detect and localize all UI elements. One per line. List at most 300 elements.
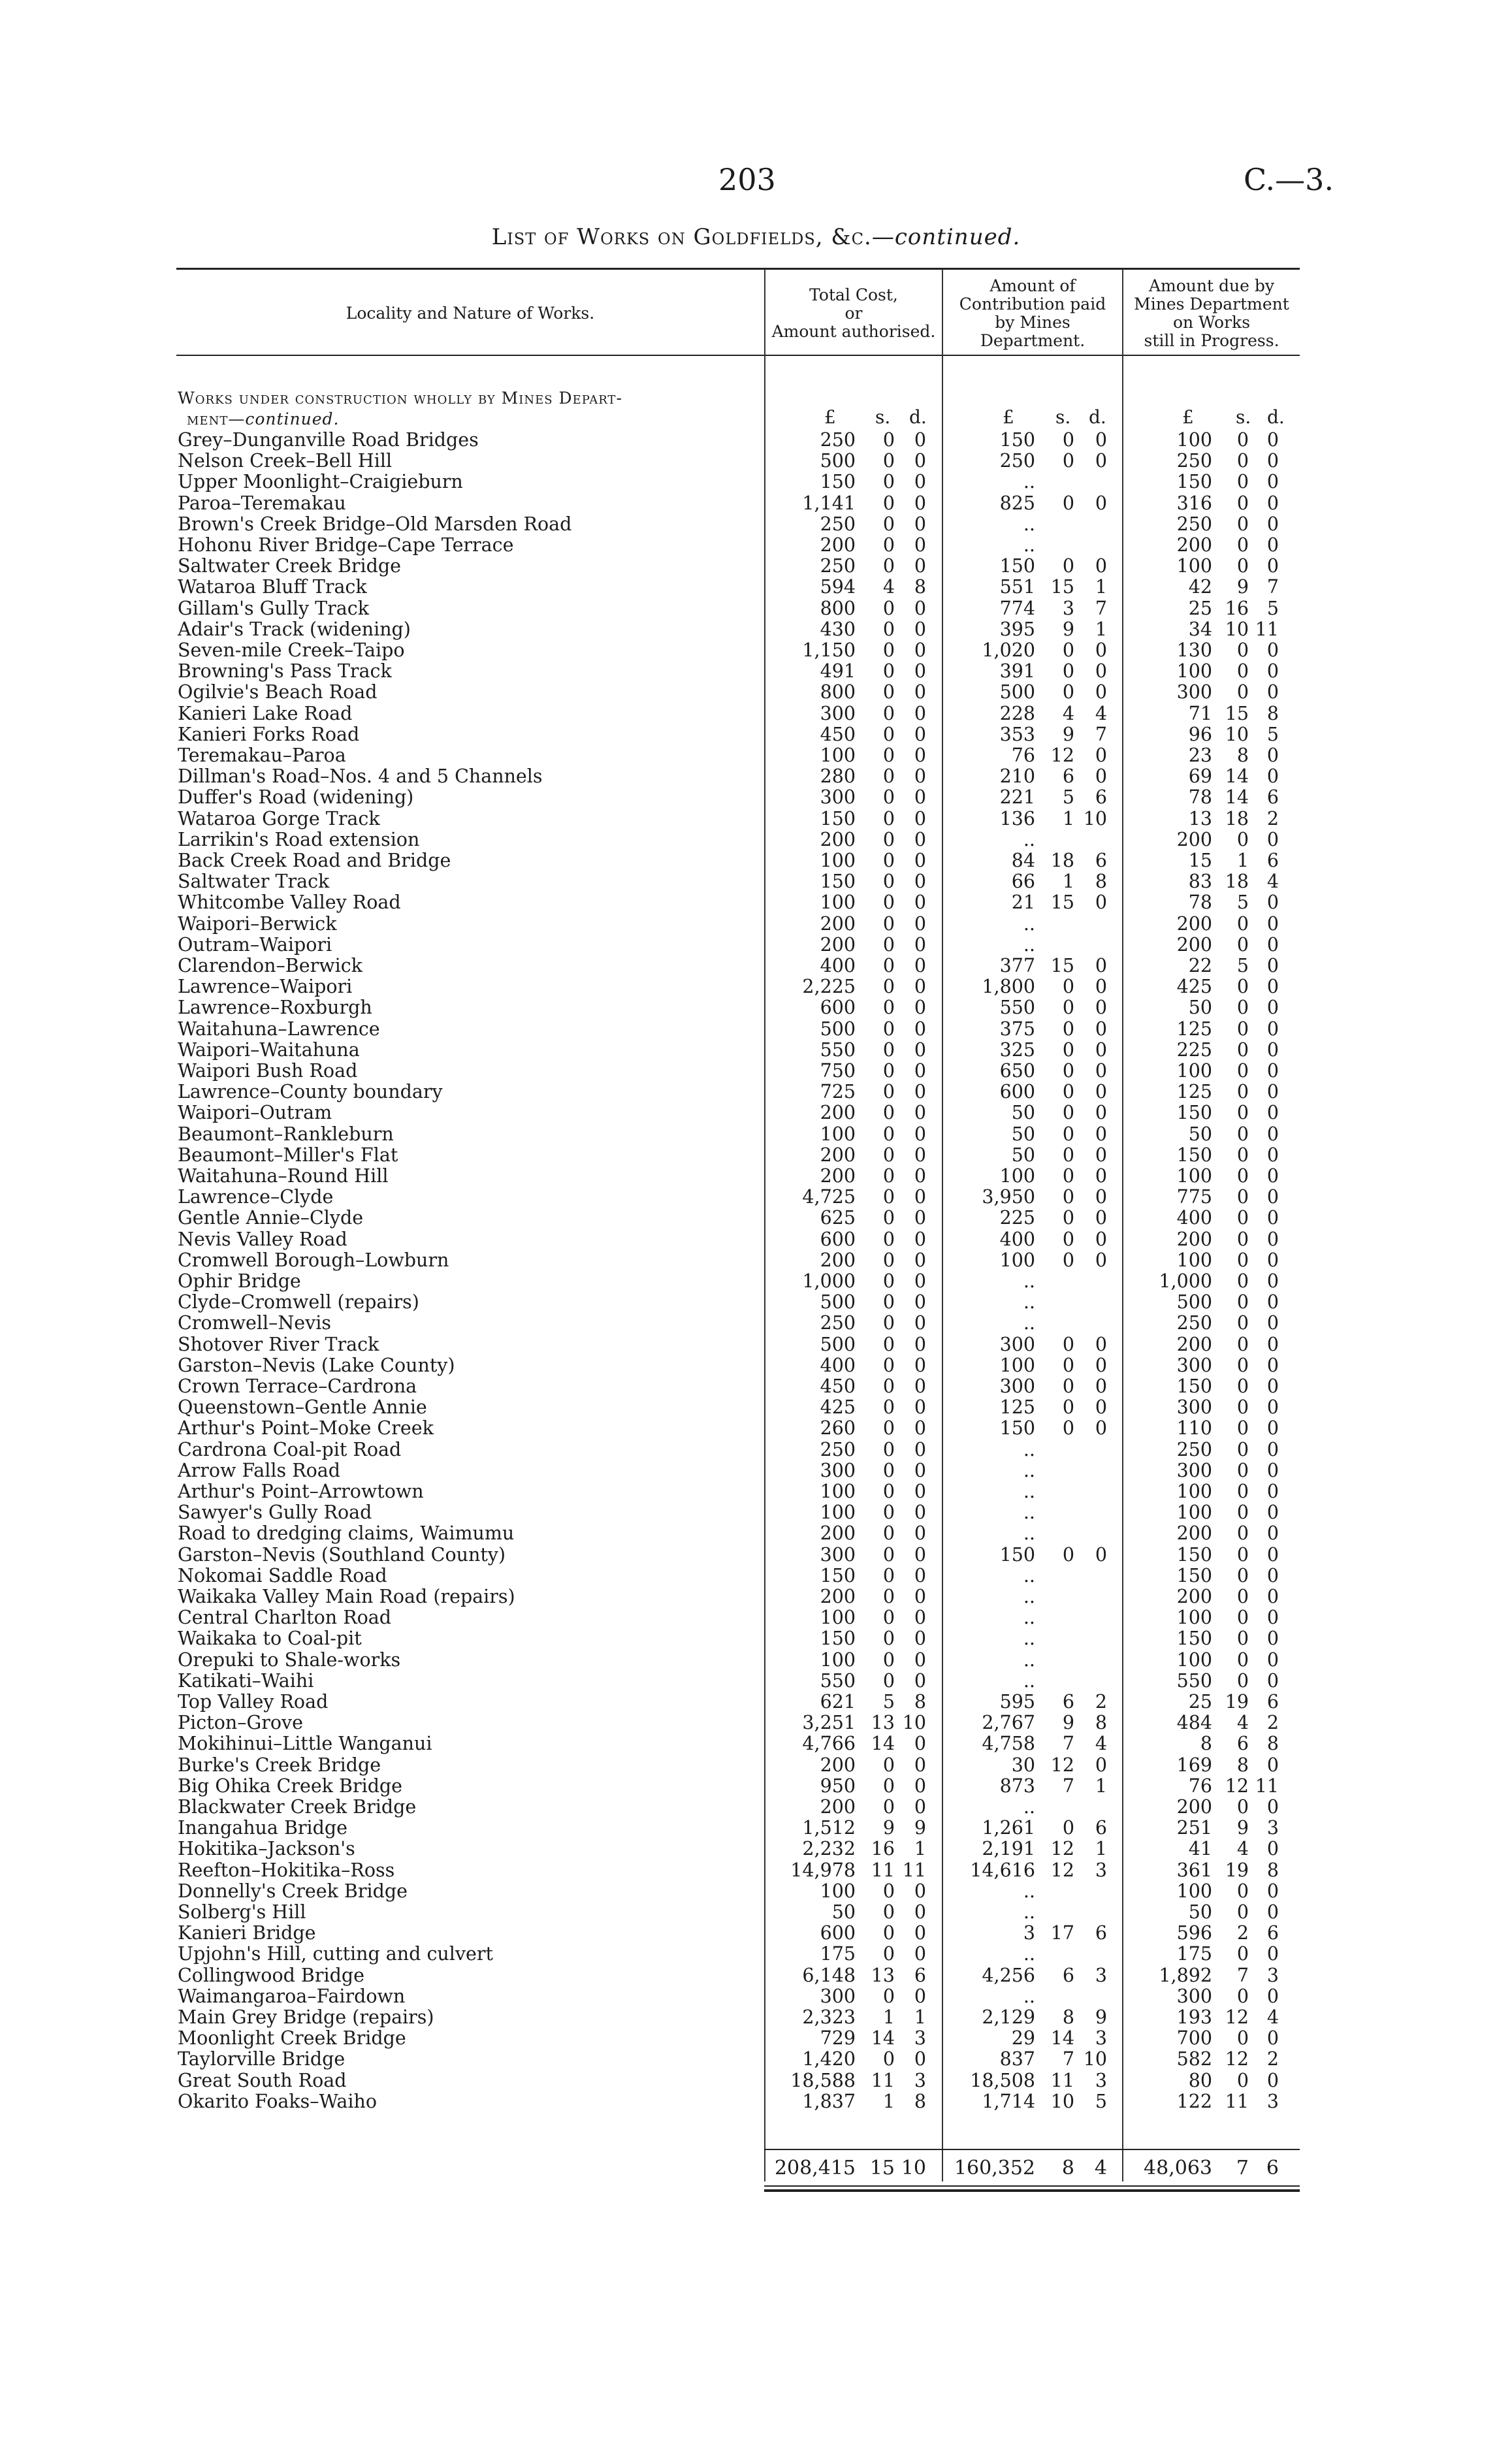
work-locality: Grey–Dunganville Road Bridges	[178, 429, 479, 451]
amount-total-pence: 0	[914, 955, 926, 976]
amount-due-pounds: 100	[1176, 1607, 1212, 1629]
amount-paid-shillings: 0	[1062, 681, 1074, 703]
totals-total-shillings: 15	[869, 2157, 895, 2180]
amount-due-pounds: 125	[1176, 1018, 1212, 1040]
amount-due-shillings: 1	[1236, 850, 1249, 871]
table-row	[0, 472, 1512, 492]
amount-due-pence: 0	[1266, 1564, 1279, 1586]
amount-total-pounds: 6,148	[802, 1964, 856, 1986]
amount-due-shillings: 0	[1236, 1396, 1249, 1419]
amount-paid-pence: 0	[1095, 1038, 1107, 1061]
amount-paid-pounds: 400	[999, 1228, 1035, 1250]
amount-paid-shillings: 11	[1050, 2069, 1074, 2091]
amount-due-pounds: 250	[1176, 513, 1212, 535]
work-locality: Duffer's Road (widening)	[178, 786, 414, 809]
amount-total-pounds: 300	[820, 786, 856, 809]
amount-total-pounds: 200	[820, 1796, 856, 1818]
amount-due-pounds: 300	[1176, 1985, 1212, 2007]
work-locality: Larrikin's Road extension	[178, 828, 420, 850]
amount-due-pounds: 100	[1176, 555, 1212, 577]
amount-total-shillings: 4	[882, 576, 895, 598]
amount-total-shillings: 0	[882, 976, 895, 998]
amount-paid-pounds: 3	[1023, 1922, 1035, 1944]
table-row	[0, 1061, 1512, 1082]
work-locality: Taylorville Bridge	[178, 2048, 346, 2070]
amount-paid-pounds: 125	[999, 1396, 1035, 1419]
work-locality: Cromwell Borough–Lowburn	[178, 1249, 449, 1271]
amount-due-pounds: 200	[1176, 933, 1212, 956]
unit-pounds-total: £	[824, 406, 836, 428]
amount-paid-pounds: 150	[999, 429, 1035, 451]
amount-total-pounds: 100	[820, 850, 856, 871]
table-row	[0, 1376, 1512, 1397]
amount-paid-shillings: 0	[1062, 555, 1074, 577]
amount-due-pence: 0	[1266, 1459, 1279, 1481]
amount-paid-pence: 0	[1095, 1543, 1107, 1566]
amount-due-shillings: 12	[1225, 1775, 1249, 1797]
header-contribution-line3: by Mines	[995, 313, 1070, 332]
table-row	[0, 1460, 1512, 1481]
amount-paid-shillings: 0	[1062, 1817, 1074, 1839]
amount-due-shillings: 0	[1236, 1628, 1249, 1650]
amount-due-pence: 0	[1266, 1375, 1279, 1397]
amount-due-pence: 0	[1266, 2027, 1279, 2050]
amount-total-shillings: 14	[871, 2027, 895, 2050]
amount-paid-shillings: 17	[1050, 1922, 1074, 1944]
amount-due-shillings: 0	[1236, 1796, 1249, 1818]
amount-total-pence: 8	[914, 2090, 926, 2112]
work-locality: Road to dredging claims, Waimumu	[178, 1522, 515, 1545]
amount-due-shillings: 4	[1236, 1838, 1249, 1860]
table-row	[0, 493, 1512, 514]
amount-due-pounds: 100	[1176, 1060, 1212, 1082]
amount-total-pounds: 100	[820, 745, 856, 766]
amount-due-pounds: 100	[1176, 1249, 1212, 1271]
amount-due-pence: 0	[1266, 1901, 1279, 1923]
amount-paid-pounds: ..	[1023, 1649, 1035, 1671]
amount-paid-pounds: ..	[1023, 1985, 1035, 2007]
amount-total-pounds: 100	[820, 1607, 856, 1629]
amount-total-pence: 0	[914, 660, 926, 683]
amount-paid-shillings: 5	[1062, 786, 1074, 809]
amount-paid-pence: 0	[1095, 1186, 1107, 1208]
amount-due-pence: 0	[1266, 492, 1279, 514]
amount-paid-pounds: 3,950	[982, 1186, 1035, 1208]
amount-total-pence: 6	[914, 1964, 926, 1986]
amount-total-pounds: 250	[820, 1438, 856, 1460]
unit-shillings-total: s.	[875, 406, 891, 428]
table-row	[0, 1881, 1512, 1902]
amount-total-pence: 0	[914, 1502, 926, 1524]
amount-total-pounds: 2,225	[802, 976, 856, 998]
amount-due-pence: 0	[1266, 997, 1279, 1019]
table-row	[0, 829, 1512, 850]
amount-total-shillings: 0	[882, 1228, 895, 1250]
amount-paid-pounds: ..	[1023, 1669, 1035, 1692]
amount-total-pence: 0	[914, 1586, 926, 1607]
amount-total-shillings: 0	[882, 1018, 895, 1040]
amount-paid-pounds: 1,800	[982, 976, 1035, 998]
amount-total-shillings: 0	[882, 618, 895, 640]
amount-due-pence: 2	[1266, 2048, 1279, 2070]
amount-due-pounds: 96	[1188, 723, 1212, 745]
amount-due-pence: 0	[1266, 1628, 1279, 1650]
table-row	[0, 1860, 1512, 1881]
amount-due-pounds: 150	[1176, 471, 1212, 493]
amount-due-pence: 0	[1266, 513, 1279, 535]
unit-shillings-paid: s.	[1055, 406, 1071, 428]
amount-due-pounds: 300	[1176, 1459, 1212, 1481]
amount-paid-pence: 0	[1095, 1123, 1107, 1145]
amount-paid-pence: 0	[1095, 1060, 1107, 1082]
amount-total-pounds: 14,978	[790, 1859, 856, 1881]
amount-paid-pounds: 66	[1011, 871, 1035, 893]
work-locality: Okarito Foaks–Waiho	[178, 2090, 377, 2112]
amount-due-pounds: 76	[1188, 1775, 1212, 1797]
amount-total-shillings: 0	[882, 871, 895, 893]
table-row	[0, 1440, 1512, 1460]
amount-total-pence: 0	[914, 1754, 926, 1776]
amount-paid-shillings: 1	[1062, 871, 1074, 893]
amount-paid-shillings: 0	[1062, 492, 1074, 514]
amount-total-pence: 0	[914, 1291, 926, 1313]
amount-total-pence: 0	[914, 471, 926, 493]
amount-total-pence: 0	[914, 1354, 926, 1376]
amount-total-shillings: 0	[882, 786, 895, 809]
table-row	[0, 1566, 1512, 1586]
amount-paid-pounds: 774	[999, 597, 1035, 619]
amount-total-shillings: 0	[882, 1649, 895, 1671]
work-locality: Whitcombe Valley Road	[178, 892, 401, 914]
totals-paid-pounds: 160,352	[954, 2157, 1035, 2180]
amount-due-pounds: 200	[1176, 1522, 1212, 1545]
amount-paid-pence: 6	[1095, 1922, 1107, 1944]
amount-due-shillings: 8	[1236, 745, 1249, 766]
header-contribution-line2: Contribution paid	[959, 295, 1106, 314]
amount-total-pence: 1	[914, 1838, 926, 1860]
table-row	[0, 1502, 1512, 1523]
amount-due-pence: 0	[1266, 1186, 1279, 1208]
amount-due-pence: 5	[1266, 723, 1279, 745]
amount-paid-pence: 0	[1095, 660, 1107, 683]
amount-due-shillings: 0	[1236, 997, 1249, 1019]
amount-total-pounds: 1,420	[802, 2048, 856, 2070]
table-row	[0, 619, 1512, 640]
amount-paid-shillings: 0	[1062, 450, 1074, 472]
header-bottom-rule	[176, 355, 1300, 356]
amount-paid-pounds: 2,767	[982, 1712, 1035, 1734]
amount-total-pence: 0	[914, 1081, 926, 1103]
amount-paid-pounds: 18,508	[970, 2069, 1035, 2091]
amount-total-shillings: 0	[882, 1607, 895, 1629]
amount-due-shillings: 0	[1236, 1985, 1249, 2007]
table-row	[0, 1250, 1512, 1271]
amount-total-shillings: 1	[882, 2006, 895, 2028]
amount-total-shillings: 0	[882, 1038, 895, 1061]
amount-total-shillings: 1	[882, 2090, 895, 2112]
table-row	[0, 430, 1512, 451]
amount-paid-pounds: ..	[1023, 513, 1035, 535]
totals-due-shillings: 7	[1236, 2157, 1249, 2180]
amount-total-pence: 0	[914, 850, 926, 871]
amount-total-pence: 0	[914, 1459, 926, 1481]
amount-paid-shillings: 0	[1062, 1333, 1074, 1355]
work-locality: Arthur's Point–Moke Creek	[178, 1417, 434, 1440]
amount-paid-pounds: 873	[999, 1775, 1035, 1797]
amount-due-pounds: 500	[1176, 1291, 1212, 1313]
amount-due-pence: 0	[1266, 828, 1279, 850]
amount-total-pounds: 250	[820, 513, 856, 535]
amount-total-pence: 0	[914, 1144, 926, 1166]
unit-pounds-due: £	[1182, 406, 1194, 428]
amount-due-pounds: 200	[1176, 1796, 1212, 1818]
amount-due-pounds: 42	[1188, 576, 1212, 598]
amount-paid-shillings: 0	[1062, 1228, 1074, 1250]
amount-total-pounds: 200	[820, 912, 856, 935]
table-row	[0, 1902, 1512, 1923]
amount-total-shillings: 0	[882, 1459, 895, 1481]
amount-paid-shillings: 10	[1050, 2090, 1074, 2112]
amount-due-pence: 0	[1266, 1291, 1279, 1313]
amount-paid-shillings: 0	[1062, 1249, 1074, 1271]
amount-total-shillings: 0	[882, 681, 895, 703]
amount-paid-pence: 0	[1095, 1144, 1107, 1166]
amount-paid-pence: 0	[1095, 492, 1107, 514]
amount-due-shillings: 0	[1236, 1249, 1249, 1271]
work-locality: Wataroa Gorge Track	[178, 807, 380, 829]
amount-due-pounds: 400	[1176, 1207, 1212, 1229]
totals-total-pounds: 208,415	[774, 2157, 856, 2180]
amount-total-pence: 0	[914, 912, 926, 935]
amount-due-pence: 0	[1266, 1312, 1279, 1334]
amount-paid-shillings: 7	[1062, 1775, 1074, 1797]
table-row	[0, 1481, 1512, 1502]
amount-due-pounds: 110	[1176, 1417, 1212, 1440]
amount-total-shillings: 0	[882, 1123, 895, 1145]
amount-due-pounds: 50	[1188, 1901, 1212, 1923]
amount-total-pounds: 625	[820, 1207, 856, 1229]
work-locality: Solberg's Hill	[178, 1901, 306, 1923]
amount-due-pounds: 484	[1176, 1712, 1212, 1734]
amount-paid-shillings: 0	[1062, 997, 1074, 1019]
amount-paid-pounds: ..	[1023, 471, 1035, 493]
amount-paid-shillings: 12	[1050, 1754, 1074, 1776]
amount-due-pence: 0	[1266, 1038, 1279, 1061]
amount-due-pounds: 225	[1176, 1038, 1212, 1061]
amount-due-pounds: 78	[1188, 786, 1212, 809]
amount-paid-pounds: 100	[999, 1354, 1035, 1376]
amount-total-pounds: 250	[820, 555, 856, 577]
amount-due-pence: 6	[1266, 850, 1279, 871]
table-row	[0, 1229, 1512, 1250]
work-locality: Waimangaroa–Fairdown	[178, 1985, 406, 2007]
amount-paid-shillings: 0	[1062, 1354, 1074, 1376]
amount-total-pounds: 500	[820, 1018, 856, 1040]
amount-total-pence: 0	[914, 1417, 926, 1440]
amount-total-pence: 11	[902, 1859, 926, 1881]
amount-paid-shillings: 6	[1062, 1964, 1074, 1986]
table-row	[0, 1692, 1512, 1713]
table-row	[0, 1776, 1512, 1797]
amount-due-pence: 11	[1255, 1775, 1279, 1797]
table-row	[0, 1839, 1512, 1859]
amount-total-pounds: 621	[820, 1691, 856, 1713]
unit-pence-paid: d.	[1089, 406, 1106, 428]
work-locality: Upper Moonlight–Craigieburn	[178, 471, 463, 493]
amount-total-pounds: 18,588	[790, 2069, 856, 2091]
amount-due-shillings: 19	[1225, 1859, 1249, 1881]
amount-total-pounds: 300	[820, 1985, 856, 2007]
amount-paid-pounds: ..	[1023, 1796, 1035, 1818]
section-heading-line1: Works under construction wholly by Mines Depart-	[178, 389, 622, 408]
amount-total-pence: 3	[914, 2027, 926, 2050]
table-row	[0, 640, 1512, 661]
amount-total-pence: 0	[914, 745, 926, 766]
amount-due-pence: 11	[1255, 618, 1279, 640]
table-row	[0, 1334, 1512, 1355]
amount-due-shillings: 18	[1225, 871, 1249, 893]
table-row	[0, 1628, 1512, 1649]
amount-due-pence: 0	[1266, 429, 1279, 451]
amount-total-pounds: 200	[820, 1249, 856, 1271]
amount-due-pounds: 50	[1188, 997, 1212, 1019]
amount-total-shillings: 0	[882, 1417, 895, 1440]
page-reference: C.—3.	[1244, 162, 1334, 197]
table-row	[0, 1545, 1512, 1566]
amount-total-pounds: 425	[820, 1396, 856, 1419]
amount-paid-pence: 8	[1095, 1712, 1107, 1734]
table-row	[0, 1713, 1512, 1733]
amount-paid-pounds: 76	[1011, 745, 1035, 766]
amount-due-pounds: 250	[1176, 1438, 1212, 1460]
totals-top-rule	[764, 2149, 1300, 2150]
amount-total-shillings: 16	[871, 1838, 895, 1860]
section-heading	[178, 388, 765, 430]
amount-total-pounds: 750	[820, 1060, 856, 1082]
amount-paid-pounds: 225	[999, 1207, 1035, 1229]
amount-total-pounds: 950	[820, 1775, 856, 1797]
work-locality: Katikati–Waihi	[178, 1669, 314, 1692]
amount-due-shillings: 5	[1236, 892, 1249, 914]
unit-pence-total: d.	[909, 406, 927, 428]
amount-paid-shillings: 14	[1050, 2027, 1074, 2050]
amount-total-pounds: 200	[820, 1522, 856, 1545]
amount-total-shillings: 0	[882, 1396, 895, 1419]
table-row	[0, 1755, 1512, 1776]
amount-paid-pounds: ..	[1023, 1901, 1035, 1923]
amount-due-pence: 0	[1266, 1333, 1279, 1355]
amount-due-pence: 0	[1266, 1060, 1279, 1082]
amount-due-pence: 0	[1266, 450, 1279, 472]
amount-paid-pounds: 150	[999, 1417, 1035, 1440]
amount-paid-pence: 6	[1095, 786, 1107, 809]
amount-due-pounds: 169	[1176, 1754, 1212, 1776]
amount-due-shillings: 0	[1236, 639, 1249, 661]
amount-due-pounds: 361	[1176, 1859, 1212, 1881]
amount-total-shillings: 0	[882, 1522, 895, 1545]
amount-total-shillings: 0	[882, 1985, 895, 2007]
amount-due-shillings: 0	[1236, 1586, 1249, 1607]
amount-paid-pounds: 84	[1011, 850, 1035, 871]
amount-due-shillings: 0	[1236, 1081, 1249, 1103]
unit-pounds-paid: £	[1003, 406, 1014, 428]
amount-paid-pounds: 150	[999, 1543, 1035, 1566]
table-row	[0, 2049, 1512, 2070]
amount-total-shillings: 0	[882, 1481, 895, 1502]
amount-due-pounds: 175	[1176, 1943, 1212, 1965]
amount-due-shillings: 7	[1236, 1964, 1249, 1986]
amount-total-pounds: 100	[820, 892, 856, 914]
work-locality: Ophir Bridge	[178, 1270, 301, 1292]
amount-due-pounds: 25	[1188, 1691, 1212, 1713]
amount-total-shillings: 0	[882, 1880, 895, 1902]
amount-total-pence: 0	[914, 1270, 926, 1292]
amount-due-pence: 0	[1266, 1270, 1279, 1292]
table-row	[0, 577, 1512, 598]
table-row	[0, 451, 1512, 472]
amount-total-pounds: 50	[831, 1901, 856, 1923]
amount-due-pence: 6	[1266, 1691, 1279, 1713]
amount-due-pounds: 251	[1176, 1817, 1212, 1839]
amount-due-pounds: 122	[1176, 2090, 1212, 2112]
table-row	[0, 1019, 1512, 1040]
amount-due-shillings: 0	[1236, 1649, 1249, 1671]
amount-paid-shillings: 9	[1062, 1712, 1074, 1734]
table-row	[0, 1818, 1512, 1839]
amount-due-pence: 0	[1266, 1669, 1279, 1692]
amount-due-pounds: 300	[1176, 681, 1212, 703]
amount-total-pence: 0	[914, 1543, 926, 1566]
amount-total-pounds: 550	[820, 1038, 856, 1061]
amount-due-pounds: 1,892	[1159, 1964, 1212, 1986]
amount-total-pence: 0	[914, 1649, 926, 1671]
amount-total-pounds: 600	[820, 997, 856, 1019]
work-locality: Waikaka to Coal-pit	[178, 1628, 362, 1650]
amount-due-pence: 0	[1266, 1586, 1279, 1607]
amount-due-pence: 8	[1266, 702, 1279, 724]
amount-due-shillings: 0	[1236, 1123, 1249, 1145]
amount-due-pounds: 100	[1176, 1649, 1212, 1671]
amount-total-pounds: 200	[820, 1144, 856, 1166]
amount-due-shillings: 0	[1236, 1901, 1249, 1923]
table-row	[0, 787, 1512, 808]
amount-due-shillings: 0	[1236, 912, 1249, 935]
header-due	[1123, 277, 1300, 350]
amount-due-pence: 0	[1266, 1123, 1279, 1145]
amount-paid-pounds: 210	[999, 765, 1035, 788]
amount-due-pence: 0	[1266, 1943, 1279, 1965]
amount-due-shillings: 0	[1236, 1186, 1249, 1208]
amount-total-pence: 0	[914, 1123, 926, 1145]
amount-due-pence: 0	[1266, 555, 1279, 577]
amount-total-pence: 0	[914, 1522, 926, 1545]
amount-due-shillings: 0	[1236, 1564, 1249, 1586]
amount-total-shillings: 0	[882, 450, 895, 472]
amount-paid-shillings: 18	[1050, 850, 1074, 871]
work-locality: Arthur's Point–Arrowtown	[178, 1481, 424, 1502]
amount-due-pounds: 34	[1188, 618, 1212, 640]
amount-paid-pence: 0	[1095, 681, 1107, 703]
amount-paid-shillings: 8	[1062, 2006, 1074, 2028]
amount-total-pounds: 1,141	[802, 492, 856, 514]
amount-total-shillings: 0	[882, 1754, 895, 1776]
work-locality: Garston–Nevis (Lake County)	[178, 1354, 455, 1376]
amount-total-pence: 0	[914, 1628, 926, 1650]
totals-due-pence: 6	[1266, 2157, 1279, 2180]
amount-total-pounds: 594	[820, 576, 856, 598]
work-locality: Nelson Creek–Bell Hill	[178, 450, 393, 472]
header-contribution-line4: Department.	[980, 331, 1086, 350]
